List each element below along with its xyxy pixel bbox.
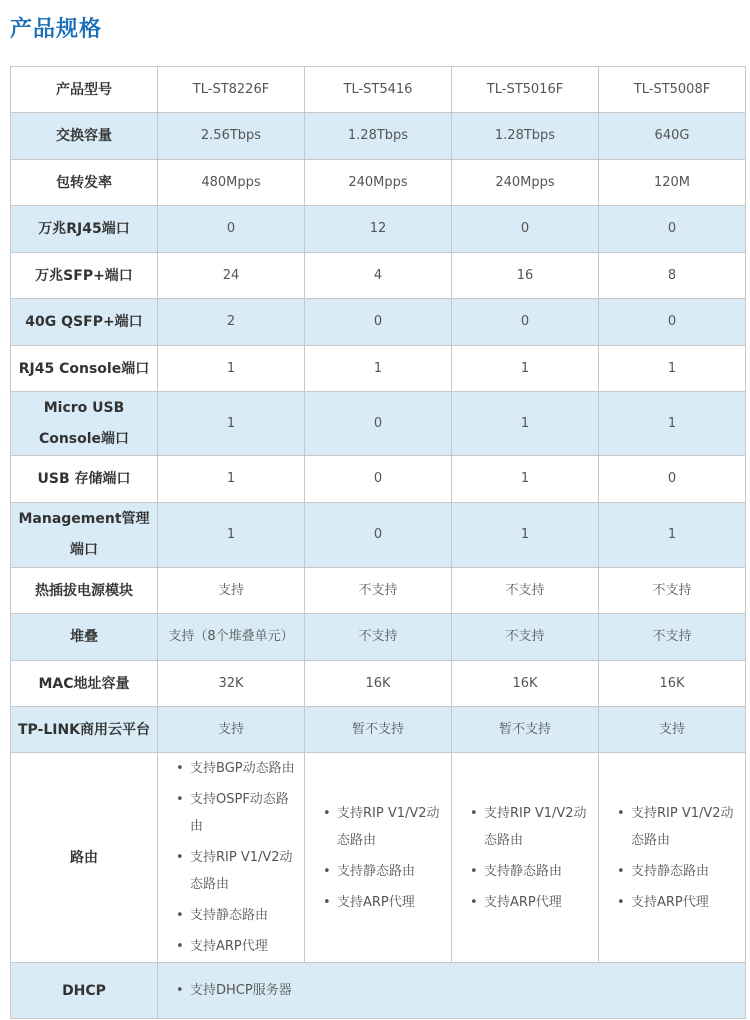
row-label: DHCP: [11, 963, 158, 1019]
list-item: • 支持OSPF动态路由: [190, 784, 300, 842]
cell-value: 480Mpps: [158, 160, 305, 206]
cell-value: 不支持: [599, 614, 746, 661]
row-label: TP-LINK商用云平台: [11, 707, 158, 753]
cell-value: 1: [599, 346, 746, 392]
cell-value: 不支持: [305, 568, 452, 614]
list-item: • 支持ARP代理: [631, 887, 741, 918]
cell-value: 1: [452, 456, 599, 503]
list-item: • 支持静态路由: [190, 900, 300, 931]
cell-value: 1: [599, 392, 746, 456]
model-name: TL-ST5016F: [452, 67, 599, 113]
routing-cell: [452, 753, 599, 963]
list-item: • 支持RIP V1/V2动态路由: [484, 798, 594, 856]
table-row: [11, 614, 746, 661]
table-row: [11, 113, 746, 160]
cell-value: 2.56Tbps: [158, 113, 305, 160]
row-label: 热插拔电源模块: [11, 568, 158, 614]
cell-value: 0: [599, 206, 746, 253]
row-label: 包转发率: [11, 160, 158, 206]
cell-value: 1: [452, 392, 599, 456]
cell-value: 不支持: [599, 568, 746, 614]
page-title: 产品规格: [10, 17, 103, 42]
cell-value: 1: [158, 503, 305, 568]
cell-value: 支持: [158, 568, 305, 614]
cell-value: 8: [599, 253, 746, 299]
table-row-routing: [11, 753, 746, 963]
row-label: Micro USB Console端口: [11, 392, 158, 456]
cell-value: 0: [305, 503, 452, 568]
feature-list: [162, 975, 741, 1006]
cell-value: 1: [158, 456, 305, 503]
cell-value: 0: [305, 392, 452, 456]
row-label: RJ45 Console端口: [11, 346, 158, 392]
cell-value: 32K: [158, 661, 305, 707]
cell-value: 1: [158, 392, 305, 456]
cell-value: 不支持: [305, 614, 452, 661]
list-item: • 支持ARP代理: [484, 887, 594, 918]
cell-value: 16K: [305, 661, 452, 707]
table-row-model: [11, 67, 746, 113]
list-item: • 支持ARP代理: [190, 931, 300, 962]
row-label: 万兆RJ45端口: [11, 206, 158, 253]
table-row: [11, 206, 746, 253]
list-item: • 支持BGP动态路由: [190, 753, 300, 784]
table-row: [11, 661, 746, 707]
cell-value: 12: [305, 206, 452, 253]
cell-value: 1: [158, 346, 305, 392]
cell-value: 4: [305, 253, 452, 299]
row-label: 交换容量: [11, 113, 158, 160]
row-label: USB 存储端口: [11, 456, 158, 503]
cell-value: 0: [452, 299, 599, 346]
routing-cell: [158, 753, 305, 963]
dhcp-cell: [158, 963, 746, 1019]
cell-value: 16K: [599, 661, 746, 707]
feature-list: [309, 798, 447, 918]
cell-value: 120M: [599, 160, 746, 206]
table-row: [11, 568, 746, 614]
cell-value: 0: [305, 456, 452, 503]
cell-value: 支持（8个堆叠单元）: [158, 614, 305, 661]
cell-value: 16: [452, 253, 599, 299]
cell-value: 0: [599, 456, 746, 503]
row-label: 路由: [11, 753, 158, 963]
row-label: 产品型号: [11, 67, 158, 113]
routing-cell: [305, 753, 452, 963]
cell-value: 支持: [158, 707, 305, 753]
cell-value: 1: [452, 503, 599, 568]
table-row: [11, 299, 746, 346]
table-row: [11, 392, 746, 456]
row-label: 40G QSFP+端口: [11, 299, 158, 346]
feature-list: [162, 753, 300, 962]
table-row: [11, 503, 746, 568]
table-row: [11, 253, 746, 299]
row-label: 堆叠: [11, 614, 158, 661]
cell-value: 暂不支持: [452, 707, 599, 753]
row-label: MAC地址容量: [11, 661, 158, 707]
cell-value: 640G: [599, 113, 746, 160]
table-row: [11, 346, 746, 392]
table-row-dhcp: [11, 963, 746, 1019]
list-item: • 支持静态路由: [484, 856, 594, 887]
list-item: • 支持静态路由: [631, 856, 741, 887]
routing-cell: [599, 753, 746, 963]
list-item: • 支持DHCP服务器: [190, 975, 741, 1006]
cell-value: 1.28Tbps: [305, 113, 452, 160]
row-label: Management管理端口: [11, 503, 158, 568]
cell-value: 1.28Tbps: [452, 113, 599, 160]
cell-value: 不支持: [452, 568, 599, 614]
table-row: [11, 160, 746, 206]
table-row: [11, 707, 746, 753]
table-row: [11, 456, 746, 503]
spec-table: [10, 66, 746, 1019]
list-item: • 支持ARP代理: [337, 887, 447, 918]
cell-value: 0: [158, 206, 305, 253]
feature-list: [603, 798, 741, 918]
cell-value: 240Mpps: [452, 160, 599, 206]
cell-value: 1: [452, 346, 599, 392]
model-name: TL-ST5416: [305, 67, 452, 113]
cell-value: 16K: [452, 661, 599, 707]
cell-value: 暂不支持: [305, 707, 452, 753]
list-item: • 支持静态路由: [337, 856, 447, 887]
model-name: TL-ST8226F: [158, 67, 305, 113]
cell-value: 1: [599, 503, 746, 568]
list-item: • 支持RIP V1/V2动态路由: [337, 798, 447, 856]
row-label: 万兆SFP+端口: [11, 253, 158, 299]
cell-value: 240Mpps: [305, 160, 452, 206]
cell-value: 0: [452, 206, 599, 253]
cell-value: 不支持: [452, 614, 599, 661]
feature-list: [456, 798, 594, 918]
list-item: • 支持RIP V1/V2动态路由: [631, 798, 741, 856]
model-name: TL-ST5008F: [599, 67, 746, 113]
cell-value: 2: [158, 299, 305, 346]
cell-value: 24: [158, 253, 305, 299]
cell-value: 0: [305, 299, 452, 346]
list-item: • 支持RIP V1/V2动态路由: [190, 842, 300, 900]
cell-value: 1: [305, 346, 452, 392]
cell-value: 0: [599, 299, 746, 346]
cell-value: 支持: [599, 707, 746, 753]
